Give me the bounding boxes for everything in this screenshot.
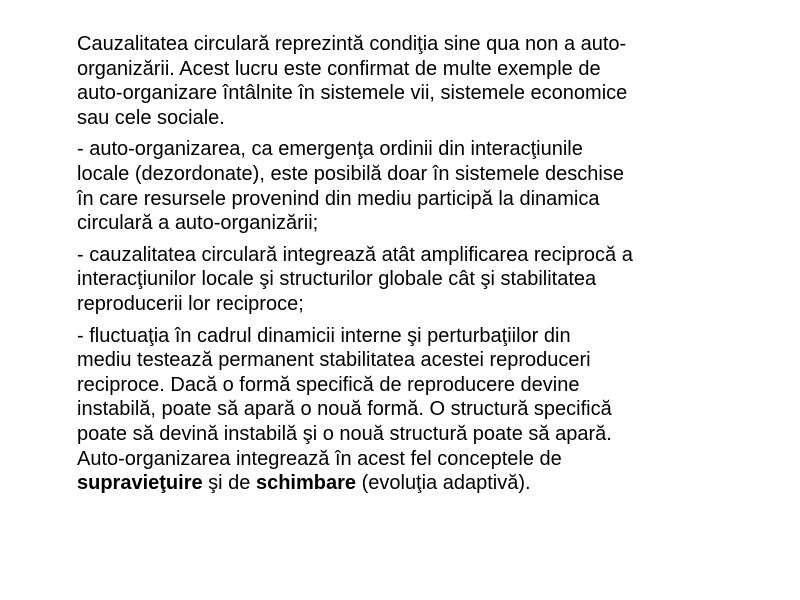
text-line: mediu testează permanent stabilitatea acestei reproduceri: [77, 349, 591, 372]
paragraph-circular-causality: [77, 243, 767, 317]
paragraph-open-systems: [77, 137, 767, 235]
text-fragment: şi de: [202, 472, 256, 495]
text-line: Auto-organizarea integrează în acest fel conceptele de: [77, 447, 562, 470]
text-line: reciproce. Dacă o formă specifică de reproducere devine: [77, 373, 580, 396]
text-line: - cauzalitatea circulară integrează atât amplificarea reciprocă a: [77, 243, 633, 266]
text-line: - auto-organizarea, ca emergenţa ordinii din interacţiunile: [77, 138, 583, 161]
text-line: instabilă, poate să apară o nouă formă. O structură specifică: [77, 398, 612, 421]
text-fragment: (evoluţia adaptivă).: [356, 472, 531, 495]
bold-term-change: schimbare: [255, 472, 357, 495]
text-line: locale (dezordonate), este posibilă doar în sistemele deschise: [77, 162, 624, 185]
text-line: organizării. Acest lucru este confirmat de multe exemple de: [77, 57, 601, 80]
text-line: poate să devină instabilă şi o nouă structură poate să apară.: [77, 422, 612, 445]
paragraph-fluctuation: [77, 324, 767, 496]
paragraph-intro: [77, 32, 767, 130]
text-body: [77, 32, 767, 496]
bold-term-survival: supravieţuire: [77, 472, 203, 495]
text-line: reproducerii lor reciproce;: [77, 292, 304, 315]
text-line: interacţiunilor locale şi structurilor globale cât şi stabilitatea: [77, 268, 597, 291]
text-line: - fluctuaţia în cadrul dinamicii interne şi perturbaţiilor din: [77, 324, 571, 347]
text-line: auto-organizare întâlnite în sistemele vii, sistemele economice: [77, 82, 628, 105]
text-line: Cauzalitatea circulară reprezintă condiţia sine qua non a auto-: [77, 33, 627, 55]
text-line: circulară a auto-organizării;: [77, 212, 319, 235]
text-line: în care resursele provenind din mediu participă la dinamica: [77, 187, 600, 210]
text-line: sau cele sociale.: [77, 106, 225, 129]
text-line-final: [77, 472, 531, 494]
